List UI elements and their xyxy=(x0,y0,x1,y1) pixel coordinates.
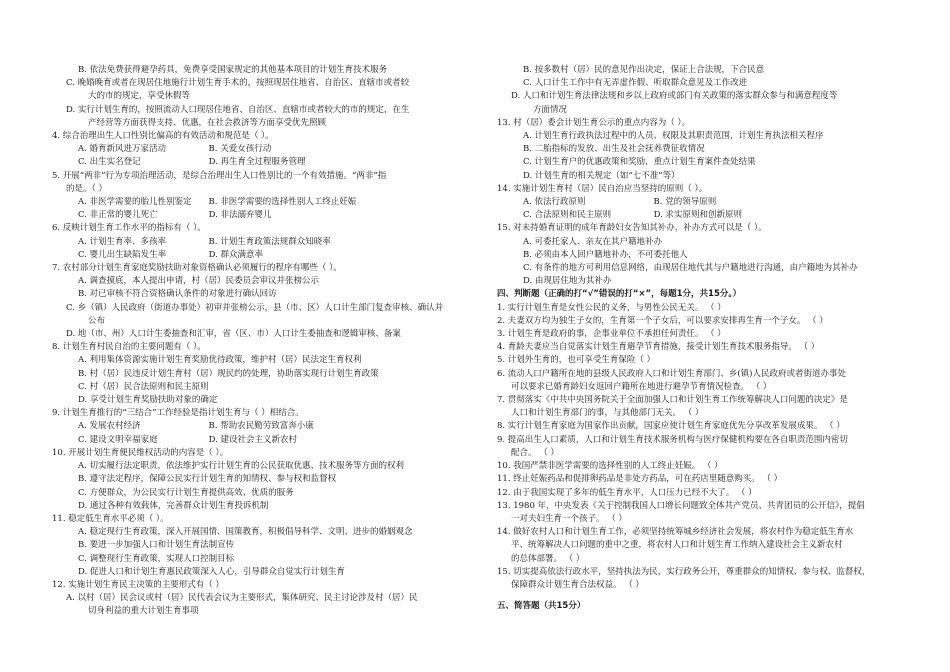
text-line: D. 实行计划生育的，按照流动人口现居住地省、自治区、直辖市或者较大的市的规定，在生 xyxy=(66,104,410,115)
text-line: 7. 贯彻落实《中共中央国务院关于全面加强人口和计划生育工作统筹解决人口问题的决定》是 xyxy=(497,395,848,406)
text-line: C. 婴儿出生缺陷发生率 D. 群众满意率 xyxy=(78,249,264,260)
text-line: D. 促进人口和计划生育惠民政策深入人心，引导群众自觉实行计划生育 xyxy=(78,566,345,577)
text-line: 9. 提高出生人口素质，人口和计划生育技术服务机构与医疗保健机构要在各自职责范围内密切 xyxy=(497,434,848,445)
text-line: 11. 终止妊娠药品和促排卵药品是非处方药品，可在药店里随意购买。 （ ） xyxy=(497,474,783,485)
text-line: B. 要进一步加强人口和计划生育法制宣传 xyxy=(78,540,235,551)
text-line: 13. 1980 年，中央发表《关于控制我国人口增长问题致全体共产党员、共青团员的公开信》，提倡 xyxy=(497,500,865,511)
text-line: A. 利用集体资源实施计划生育奖励优待政策，维护村（居）民法定生育权利 xyxy=(78,355,362,366)
text-line: 11. 稳定低生育水平必须（ ）。 xyxy=(52,513,169,524)
text-line: B. 二胎指标的发放、出生及社会抚养费征收情况 xyxy=(523,144,705,155)
text-line: 14. 实施计划生育村（居）民自治应当坚持的原则（ ）。 xyxy=(497,183,708,194)
text-line: 3. 计划生育是政府的事，企事业单位不承担任何责任。 （ ） xyxy=(497,329,726,340)
text-line: A. 切实履行法定职责，依法维护实行计划生育的公民获取优惠、技术服务等方面的权利 xyxy=(78,461,405,472)
text-line: C. 乡（镇）人民政府（街道办事处）初审并张榜公示，县（市、区）人口计生部门复查审核、确认并 xyxy=(66,302,444,313)
text-line: 5. 计划外生育的，也可享受生育保险（ ） xyxy=(497,355,656,366)
text-line: 人口和计划生育部门的事，与其他部门无关。 （ ） xyxy=(511,408,704,419)
text-line: 14. 做好农村人口和计划生育工作，必须坚持统筹城乡经济社会发展，将农村作为稳定低生育水 xyxy=(497,527,854,538)
text-line: C. 方便群众，为公民实行计划生育提供高效、优质的服务 xyxy=(78,487,294,498)
text-line: 6. 流动人口户籍所在地的县级人民政府人口和计划生育部门、乡(镇)人民政府或者街道办事处 xyxy=(497,368,846,379)
text-line: A. 可委托家人、亲友在其户籍地补办 xyxy=(523,236,663,247)
text-line: 8. 计划生育村民自治的主要问题有（ ）。 xyxy=(52,342,206,353)
text-line: 配合。 （ ） xyxy=(511,447,559,458)
text-line: C. 非正常的婴儿死亡 D. 非法溺弃婴儿 xyxy=(78,210,272,221)
text-line: 4. 综合治理出生人口性别比偏高的有效活动和规范是（ ）。 xyxy=(52,131,274,142)
text-line: B. 依法免费获得避孕药具，免费享受国家规定的其他基本项目的计划生育技术服务 xyxy=(78,65,388,75)
text-line: 6. 反映计划生育工作水平的指标有（ ）。 xyxy=(52,223,206,234)
text-line: 15. 对未持婚育证明的成年育龄妇女告知其补办，补办方式可以是（ ）。 xyxy=(497,223,767,234)
text-line: D. 地（市、州）人口计生委抽查和汇审，省（区、市）人口计生委抽查和逻辑审核、备案 xyxy=(66,329,401,340)
text-line: A. 稳定现行生育政策，深入开展国情、国策教育，积极倡导科学、文明、进步的婚姻观念 xyxy=(78,527,413,538)
text-line: C. 建设文明幸福家庭 D. 建设社会主义新农村 xyxy=(78,434,298,445)
text-line: A. 发展农村经济 B. 帮助农民勤劳致富奔小康 xyxy=(78,421,314,432)
text-line: 1. 实行计划生育是女性公民的义务，与男性公民无关。 （ ） xyxy=(497,302,726,313)
text-line: 12. 由于我国实现了多年的低生育水平，人口压力已经不大了。 （ ） xyxy=(497,487,757,498)
text-line: 4. 育龄夫妻应当自觉落实计划生育避孕节育措施，接受计划生育技术服务指导。 （ ） xyxy=(497,342,820,353)
text-line: C. 人口计生工作中有无弄虚作假、听取群众意见及工作改进 xyxy=(523,78,748,89)
left-column xyxy=(52,64,467,619)
text-line: D. 通过各种有效载体，完善群众计划生育投诉机制 xyxy=(78,500,269,511)
text-line: A. 以村（居）民会议或村（居）民代表会议为主要形式，集体研究、民主讨论涉及村（居）民 xyxy=(66,593,418,604)
text-line: A. 计划生育行政执法过程中的人员、权限及其职责范围，计划生育执法相关程序 xyxy=(523,131,824,142)
text-line: 公布 xyxy=(88,315,106,326)
section-heading: 五、简答题（共15分） xyxy=(497,601,586,612)
text-line: 10. 开展计划生育便民维权活动的内容是（ ）。 xyxy=(52,447,229,458)
text-line: 5. 开展“两非”行为专项治理活动，是综合治理出生人口性别比的一个有效措施。“两非”指 xyxy=(52,170,387,181)
text-line: A. 非医学需要的胎儿性别鉴定 B. 非医学需要的选择性别人工终止妊娠 xyxy=(78,197,357,208)
text-line: 方面情况 xyxy=(533,104,568,115)
text-line: C. 村（居）民合法原则和民主原则 xyxy=(78,381,209,392)
text-line: B. 遵守法定程序，保障公民实行计划生育的知情权、参与权和监督权 xyxy=(78,474,337,485)
text-line xyxy=(497,592,905,600)
text-line: 平、统筹解决人口问题的重中之重，将农村人口和计划生育工作纳入建设社会主义新农村 xyxy=(511,540,843,551)
text-line: A. 调查摸底，本人提出申请，村（居）民委员会审议并张榜公示 xyxy=(78,276,320,287)
text-line: C. 合法原则和民主原则 D. 求实原则和创新原则 xyxy=(523,210,743,221)
text-line: A. 计划生育率、多孩率 B. 计划生育政策法规群众知晓率 xyxy=(78,236,331,247)
text-line: 的是。（ ） xyxy=(66,183,107,194)
text-line: 大的市的规定，享受休假等 xyxy=(88,91,191,102)
text-line: 产经营等方面获得支持、优惠，在社会救济等方面享受优先照顾 xyxy=(88,117,327,128)
text-line: D. 计划生育的相关规定（如“七不准”等） xyxy=(523,170,680,181)
text-line: 的总体部署。 （ ） xyxy=(511,553,585,564)
text-line: C. 晚婚晚育或者在现居住地施行计划生育手术的，按照现居住地省、自治区、直辖市或者较 xyxy=(66,78,410,89)
text-line: 12. 实施计划生育民主决策的主要形式有（ ） xyxy=(52,579,224,590)
text-line: B. 对已审核不符合资格确认条件的对象进行确认回访 xyxy=(78,289,277,300)
text-line: D. 享受计划生育奖励扶助对象的确定 xyxy=(78,395,218,406)
section-heading: 四、判断题（正确的打“√”错误的打“×”，每题1分，共15分。） xyxy=(497,289,742,300)
text-line: 15. 切实提高依法行政水平，坚持执法为民，实行政务公开，尊重群众的知情权、参与权、监督权， xyxy=(497,566,871,577)
text-line: 可以要求已婚育龄妇女返回户籍所在地进行避孕节育情况检查。 （ ） xyxy=(511,381,772,392)
text-line: C. 计划生育户的优惠政策和奖励，重点计划生育案件查处结果 xyxy=(523,157,756,168)
text-line: 7. 农村部分计划生育家庭奖励扶助对象资格确认必须履行的程序有哪些（ ）。 xyxy=(52,263,342,274)
right-column xyxy=(497,64,905,613)
text-line: 保障群众计划生育合法权益。 （ ） xyxy=(511,579,644,590)
text-line: 8. 实行计划生育家庭为国家作出贡献，国家应使计划生育家庭优先分享改革发展成果。 （ ） xyxy=(497,421,845,432)
text-line: C. 有条件的地方可利用信息网络，由现居住地代其与户籍地进行沟通，由户籍地为其补办 xyxy=(523,263,858,274)
text-line: 13. 村（居）委会计划生育公示的重点内容为（ ）。 xyxy=(497,117,691,128)
text-line: B. 按多数村（居）民的意见作出决定，保证上合法规，下合民意 xyxy=(523,65,765,75)
text-line: 10. 我国严禁非医学需要的选择性别的人工终止妊娠。 （ ） xyxy=(497,461,723,472)
text-line: 9. 计划生育推行的“三结合”工作经验是指计划生育与（ ）相结合。 xyxy=(52,408,304,419)
text-line: D. 人口和计划生育法律法规和乡以上政府或部门有关政策的落实群众参与和满意程度等 xyxy=(511,91,838,102)
text-line: A. 婚育新风进万家活动 B. 关爱女孩行动 xyxy=(78,144,272,155)
text-line: 切身利益的重大计划生育事项 xyxy=(88,606,199,617)
text-line: C. 出生实名登记 D. 再生育全过程服务管理 xyxy=(78,157,306,168)
text-line: D. 由现居住地为其补办 xyxy=(523,276,612,287)
text-line: 2. 夫妻双方均为独生子女的，生育第一个子女后，可以要求安排再生育一个子女。 （ ） xyxy=(497,315,828,326)
text-line: B. 村（居）民违反计划生育村（居）规民约的处理，协助落实现行计划生育政策 xyxy=(78,368,379,379)
text-line: A. 依法行政原则 B. 党的领导原则 xyxy=(523,197,717,208)
text-line: C. 调整现行生育政策，实现人口控制目标 xyxy=(78,553,235,564)
text-line: B. 必须由本人回户籍地补办，不可委托他人 xyxy=(523,249,688,260)
text-line: 一对夫妇生育一个孩子。 （ ） xyxy=(511,513,627,524)
